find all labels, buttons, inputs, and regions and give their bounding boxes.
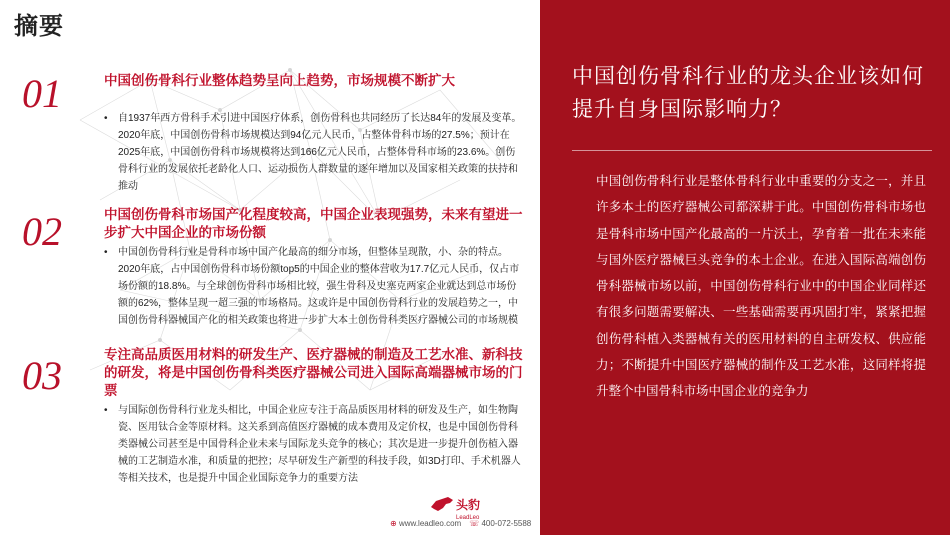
section-heading-01: 中国创伤骨科行业整体趋势呈向上趋势，市场规模不断扩大	[104, 73, 455, 88]
section-body-text-03: 与国际创伤骨科行业龙头相比，中国企业应专注于高品质医用材料的研发及生产，如生物陶瓷、医用钛合金等原材料。这关系到高值医疗器械的成本费用及定价权，也是中国创伤骨科类器械公司甚至是中国骨科企业未来与国际龙头竞争的核心；其次是进一步提升创伤植入器械的工艺制造水准，和质量的把控；尽早研发生产新型的科技手段，如3D打印、手术机器人等相关技术，也是提升中国企业国际竞争力的重要方法	[118, 405, 521, 484]
leopard-logo-icon	[430, 495, 454, 513]
phone-icon: ☏	[469, 519, 480, 528]
section-body-text-01: 自1937年西方骨科手术引进中国医疗体系，创伤骨科也共同经历了长达84年的发展及变革。2020年底，中国创伤骨科市场规模达到94亿元人民币，占整体骨科市场的27.5%；预计在2025年底，中国创伤骨科市场规模将达到166亿元人民币，占整体骨科市场的23.6%。创伤骨科行业的发展依托老龄化人口、运动损伤人群数量的逐年增加以及国家相关政策的扶持和推动	[118, 113, 522, 192]
globe-icon: ⊕	[390, 519, 397, 528]
bullet-icon: •	[104, 247, 108, 258]
phone-text: 400-072-5588	[481, 519, 532, 528]
phone-link[interactable]	[469, 519, 531, 528]
footer	[390, 497, 540, 535]
logo-subtext: LeadLeo	[456, 515, 480, 521]
logo-text: 头豹	[456, 497, 481, 512]
website-text: www.leadleo.com	[398, 519, 462, 528]
section-number-03: 03	[22, 353, 62, 398]
section-body-01	[104, 110, 524, 195]
right-panel-body: 中国创伤骨科行业是整体骨科行业中重要的分支之一，并且许多本土的医疗器械公司都深耕于此。中国创伤骨科市场也是骨科市场中国产化最高的一片沃土，孕育着一批在未来能与国外医疗器械巨头竞争的本土企业。在进入国际高端创伤骨科器械市场以前，中国创伤骨科行业中的中国企业同样还有很多问题需要解决、一些基础需要再巩固打牢，紧紧把握创伤骨科植入类器械有关的医用材料的自主研发权、供应能力；不断提升中国医疗器械的制作及工艺水准，这同样将提升整个中国骨科市场中国企业的竞争力	[596, 174, 926, 399]
right-panel-title: 中国创伤骨科行业的龙头企业该如何提升自身国际影响力？	[572, 65, 924, 121]
section-number-02: 02	[22, 209, 62, 254]
bullet-icon: •	[104, 113, 108, 124]
website-link[interactable]	[390, 519, 461, 528]
section-body-02	[104, 244, 524, 329]
section-heading-02: 中国创伤骨科市场国产化程度较高，中国企业表现强势，未来有望进一步扩大中国企业的市场份额	[104, 207, 523, 240]
footer-links	[390, 519, 531, 528]
section-heading-03: 专注高品质医用材料的研发生产、医疗器械的制造及工艺水准、新科技的研发，将是中国创伤骨科类医疗器械公司进入国际高端器械市场的门票	[104, 347, 523, 398]
divider	[572, 150, 932, 151]
section-number-01: 01	[22, 71, 62, 116]
page-title: 摘要	[14, 13, 64, 40]
right-panel	[540, 0, 950, 535]
bullet-icon: •	[104, 405, 108, 416]
section-body-text-02: 中国创伤骨科行业是骨科市场中国产化最高的细分市场，但整体呈现散，小、杂的特点。2020年底，占中国创伤骨科市场份额top5的中国企业的整体营收为17.7亿元人民币，仅占市场份额的18.8%。与全球创伤骨科市场相比较，强生骨科及史塞克两家企业就达到总市场份额的62%，整体呈现一超三强的市场格局。这或许是中国创伤骨科行业的发展趋势之一，中国创伤骨科器械国产化的相关政策也将进一步扩大本土创伤骨科类医疗器械公司的市场规模	[118, 247, 520, 326]
section-body-03	[104, 402, 524, 487]
logo	[430, 495, 480, 513]
